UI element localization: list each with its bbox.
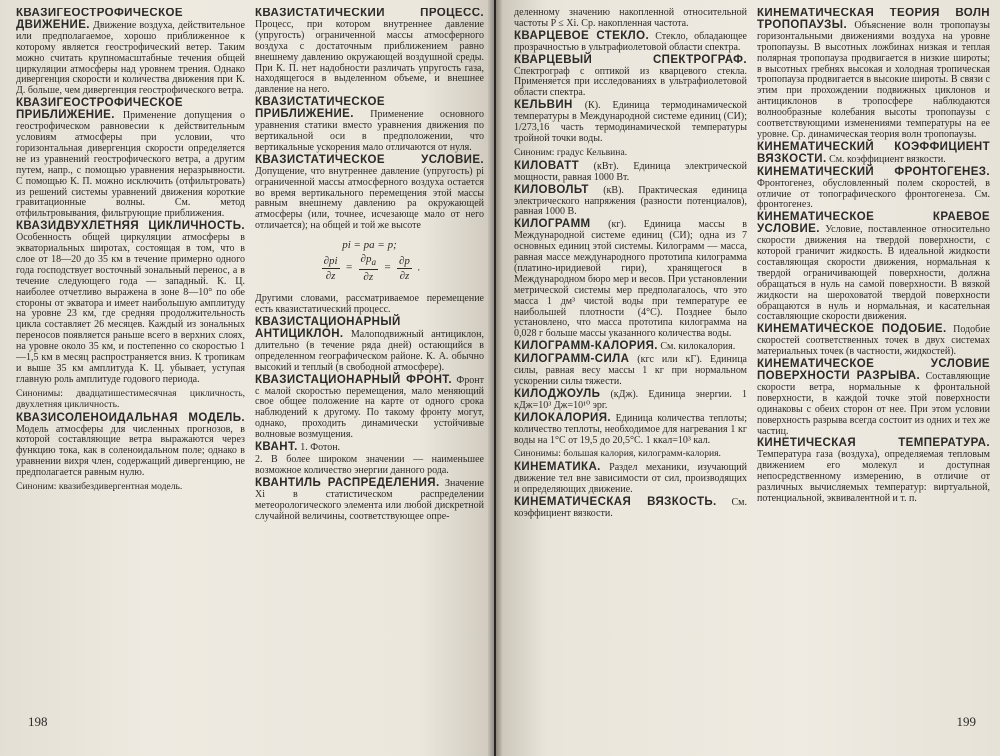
entry: КВАЗИСОЛЕНОИДАЛЬНАЯ МОДЕЛЬ. Модель атмосферы для численных прогнозов, в которой составляющие ветра выражаются через функцию тока, как в соленоидальном поле; однако в уравнении вихря член, содержащий дивергенцию, не предполагается равным нулю. <box>16 411 245 479</box>
entry: КВАЗИСТАТИЧЕСКОЕ ПРИБЛИЖЕНИЕ. Применение основного уравнения статики вместо уравнения движения по вертикальной оси в предположении, что вертикальные ускорения мало отличаются от нуля. <box>255 96 484 153</box>
entry: Другими словами, рассматриваемое перемещение есть квазистатический процесс. <box>255 293 484 316</box>
entry: деленному значению накопленной относительной частоты P ≤ Xi. Ср. накопленная частота. <box>514 8 747 29</box>
entry: КВАЗИСТАТИЧЕСКИЙ ПРОЦЕСС. Процесс, при котором внутреннее давление (упругость) ограниченной массы атмосферного воздуха с достаточным приближением равно внешнему давлению окружающей воздушной среды. При К. П. нет надобности различать упругость газа, находящегося в выделенном объеме, и внешнее давление на него. <box>255 8 484 96</box>
synonyms: Синонимы: большая калория, килограмм-калория. <box>514 448 721 460</box>
entry: КВАЗИДВУХЛЕТНЯЯ ЦИКЛИЧНОСТЬ. Особенность общей циркуляции атмосферы в экваториальных широтах, состоящая в том, что в слое от 18—20 до 35 км в течение примерно одного года господствует восточный зональный перенос, а в течение следующего года — западный. К. Ц. наиболее отчетливо выражена в зоне 8—10° по обе стороны от экватора и имеет наибольшую амплитуду на уровне 23 км, где средняя продолжительность цикла составляет 26 месяцев. Каждый из зональных переносов появляется раньше всего в верхних слоях, на уровне около 35 км, и постепенно со скоростью 1—1,5 км в месяц распространяется вниз. К тропикам и выше 35 км амплитуда К. Ц. убывает, уступая главную роль амплитуде годового периода. <box>16 220 245 385</box>
entry: КВАРЦЕВОЕ СТЕКЛО. Стекло, обладающее прозрачностью в ультрафиолетовой области спектра. <box>514 29 747 53</box>
entry: КИЛОГРАММ-КАЛОРИЯ. См. килокалория. <box>514 340 736 353</box>
entry: КВАЗИСТАТИЧЕСКОЕ УСЛОВИЕ. Допущение, что внутреннее давление (упругость) pi ограниченной массы атмосферного воздуха остается во время вертикального перемещения этой массы равным внешнему давлению pa окружающей атмосферы (или, точнее, исчезающе мало от него отличается); на общей и той же высоте <box>255 153 484 232</box>
synonyms: Синоним: градус Кельвина. <box>514 146 628 158</box>
entry: КИЛОГРАММ-СИЛА (кгс или кГ). Единица силы, равная весу массы 1 кг при нормальном ускорении силы тяжести. <box>514 353 747 387</box>
entry: КИНЕМАТИЧЕСКАЯ ТЕОРИЯ ВОЛН ТРОПОПАУЗЫ. Объяснение волн тропопаузы горизонтальными движениями воздуха на уровне тропопаузы. В высотных ложбинах низкая и теплая полярная тропопауза продвигается в низкие широты; в высотных гребнях высокая и холодная тропическая тропопауза продвигается в высокие широты. В связи с этим при прохождении подвижных циклонов и антициклонов в тропосфере наблюдаются волнообразные колебания высоты тропопаузы с соответствующими изменениями температуры на ее уровне. Ср. динамическая теория волн тропопаузы. <box>757 8 990 140</box>
entry: КВАЗИГЕОСТРОФИЧЕСКОЕ ДВИЖЕНИЕ. Движение воздуха, действительное или предполагаемое, хорошо приближенное к которому является геострофический ветер. Таким можно считать крупномасштабные течения общей циркуляции атмосферы над уровнем трения. Однако дивергенция скорости и количества движения при К. Д. больше, чем дивергенция геострофического ветра. <box>16 8 245 97</box>
left-page <box>0 0 494 756</box>
entry: 2. В более широком значении — наименьшее возможное количество энергии данного рода. <box>255 454 484 476</box>
book-gutter <box>488 0 502 756</box>
synonyms: Синонимы: двадцатишестимесячная цикличность, двухлетняя цикличность. <box>16 387 245 410</box>
entry: КЕЛЬВИН (К). Единица термодинамической температуры в Международной системе единиц (СИ); 1/273,16 часть термодинамической температуры тройной точки воды. <box>514 99 747 144</box>
entry: КИНЕМАТИЧЕСКОЕ КРАЕВОЕ УСЛОВИЕ. Условие, поставленное относительно скорости движения на твердой поверхности, с которой граничит жидкость. В идеальной жидкости составляющая скорости движения, нормальная к твердой ограничивающей поверхности, должна обращаться в нуль на самой поверхности. В вязкой жидкости на шероховатой твердой поверхности обращаются в нуль и нормальная, и касательная составляющие скорости движения. <box>757 211 990 323</box>
left-col-2 <box>255 8 484 688</box>
right-col-1 <box>514 8 747 688</box>
entry: КИНЕМАТИКА. Раздел механики, изучающий движение тел вне зависимости от сил, производящих и определяющих движение. <box>514 461 747 496</box>
entry: КИНЕМАТИЧЕСКОЕ ПОДОБИЕ. Подобие скоростей соответственных точек в двух системах материальных точек (в частности, жидкостей). <box>757 323 990 358</box>
entry: КВАЗИГЕОСТРОФИЧЕСКОЕ ПРИБЛИЖЕНИЕ. Применение допущения о геострофическом равновесии к действительным условиям атмосферы при условии, что горизонтальная дивергенция скорости определяется не из уравнений геострофического ветра, а другим путем, напр., с помощью уравнения неразрывности. С помощью К. П. можно исключить (отфильтровать) из решений системы уравнений движения короткие гравитационные волны. См. метод отфильтровывания, фильтрующие приближения. <box>16 97 245 220</box>
entry: КВАНТ. 1. Фотон. <box>255 441 341 454</box>
entry: КВАРЦЕВЫЙ СПЕКТРОГРАФ. Спектрограф с оптикой из кварцевого стекла. Применяется при исследованиях в ультрафиолетовой области спектра. <box>514 53 747 99</box>
entry: КИЛОГРАММ (кг). Единица массы в Международной системе единиц (СИ); одна из 7 основных единиц этой системы. Килограмм — масса, равная массе международного прототипа килограмма (платино-иридиевой гири), хранящегося в Международном бюро мер и весов. При установлении метрической системы мер предполагалось, что это масса 1 дм³ чистой воды при температуре ее наибольшей плотности (4°С). Позднее было установлено, что масса прототипа килограмма на 0,028 г больше массы указанного количества воды. <box>514 218 747 340</box>
left-col-1 <box>16 8 245 688</box>
formula: pi = pa = p; $\frac{\partial pi}{\partial z}$ = $\frac{\partial p_a}{\partial z}$ = $\frac{\partial p}{\partial z}$ . <box>323 239 421 284</box>
entry: КВАНТИЛЬ РАСПРЕДЕЛЕНИЯ. Значение Xi в статистическом распределении метеорологического элемента или любой дискретной случайной величины, соответствующее опре- <box>255 476 484 522</box>
entry: КИНЕМАТИЧЕСКИЙ КОЭФФИЦИЕНТ ВЯЗКОСТИ. См. коэффициент вязкости. <box>757 140 990 165</box>
entry: КИНЕТИЧЕСКАЯ ТЕМПЕРАТУРА. Температура газа (воздуха), определяемая тепловым движением его молекул и доступная непосредственному измерению, в отличие от различных вычисляемых температур: виртуальной, потенциальной, эквивалентной и т. п. <box>757 437 990 504</box>
right-col-2 <box>757 8 990 688</box>
entry: КИНЕМАТИЧЕСКОЕ УСЛОВИЕ ПОВЕРХНОСТИ РАЗРЫВА. Составляющие скорости ветра, нормальные к фронтальной поверхности, в каждой точке этой поверхности одинаковы с обеих сторон от нее. При этом условии поверхность разрыва всегда состоит из одних и тех же частиц. <box>757 358 990 437</box>
entry: КИНЕМАТИЧЕСКИЙ ФРОНТОГЕНЕЗ. Фронтогенез, обусловленный полем скоростей, в отличие от топографического фронтогенеза. См. фронтогенез. <box>757 165 990 211</box>
page-number: 198 <box>28 714 48 729</box>
entry: КИНЕМАТИЧЕСКАЯ ВЯЗКОСТЬ. См. коэффициент вязкости. <box>514 496 747 519</box>
entry: КИЛОВОЛЬТ (кВ). Практическая единица электрического напряжения (разности потенциалов), равная 1000 В. <box>514 183 747 218</box>
entry: КИЛОКАЛОРИЯ. Единица количества теплоты; количество теплоты, необходимое для нагревания 1 кг воды на 1°С от 19,5 до 20,5°С. 1 ккал=10³ кал. <box>514 411 747 446</box>
page-number: 199 <box>956 714 976 729</box>
synonyms: Синоним: квазибездивергентная модель. <box>16 481 183 493</box>
entry: КВАЗИСТАЦИОНАРНЫЙ ФРОНТ. Фронт с малой скоростью перемещения, мало меняющий свое общее положение на карте от одного срока наблюдений к другому. По такому фронту могут, однако, проходить динамически устойчивые волновые возмущения. <box>255 373 484 441</box>
right-page <box>496 0 1000 756</box>
entry: КИЛОВАТТ (кВт). Единица электрической мощности, равная 1000 Вт. <box>514 159 747 183</box>
entry: КВАЗИСТАЦИОНАРНЫЙ АНТИЦИКЛОН. Малоподвижный антициклон, длительно (в течение ряда дней) остающийся в определенном географическом районе. К. А. обычно высокий и теплый (в свободной атмосфере). <box>255 316 484 373</box>
entry: КИЛОДЖОУЛЬ (кДж). Единица энергии. 1 кДж=10³ Дж=10¹⁰ эрг. <box>514 387 747 411</box>
